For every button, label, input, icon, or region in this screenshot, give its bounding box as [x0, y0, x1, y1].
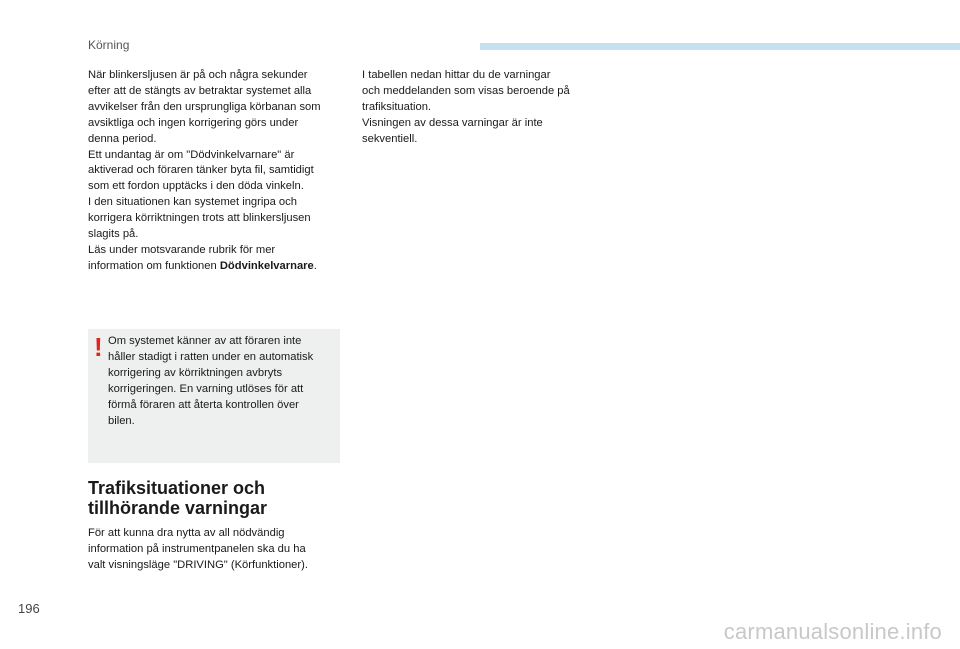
text-line: valt visningsläge "DRIVING" (Körfunktioner).	[88, 558, 308, 571]
text-line: avvikelser från den ursprungliga körbanan som	[88, 100, 321, 113]
text-line: korrigering av körriktningen avbryts	[108, 366, 283, 379]
section-heading	[88, 478, 348, 518]
right-column-paragraph	[362, 68, 612, 148]
text-line: aktiverad och föraren tänker byta fil, samtidigt	[88, 164, 314, 177]
bottom-paragraph	[88, 526, 346, 574]
text-line: denna period.	[88, 132, 157, 145]
text-line: trafiksituation.	[362, 100, 432, 113]
text-line: I den situationen kan systemet ingripa och	[88, 196, 297, 209]
text-line: efter att de stängts av betraktar systemet alla	[88, 84, 312, 97]
text-line: och meddelanden som visas beroende på	[362, 84, 570, 97]
heading-line: tillhörande varningar	[88, 498, 268, 518]
text-line: som ett fordon upptäcks i den döda vinkeln.	[88, 180, 304, 193]
text-line: håller stadigt i ratten under en automatisk	[108, 350, 314, 363]
text-line: När blinkersljusen är på och några sekunder	[88, 69, 308, 81]
watermark: carmanualsonline.info	[723, 619, 942, 644]
exclamation-warning-icon: !	[94, 332, 103, 362]
warning-text	[108, 334, 330, 429]
text-line: förmå föraren att återta kontrollen över	[108, 398, 299, 411]
text-line: Ett undantag är om "Dödvinkelvarnare" är	[88, 148, 295, 161]
text-line: information på instrumentpanelen ska du ha	[88, 542, 306, 555]
feature-name-bold: Dödvinkelvarnare	[219, 259, 314, 272]
text-line: Om systemet känner av att föraren inte	[108, 335, 302, 347]
warning-box	[88, 329, 340, 463]
heading-line: Trafiksituationer och	[88, 478, 266, 498]
page-number: 196	[18, 601, 40, 616]
text-line: I tabellen nedan hittar du de varningar	[362, 69, 551, 81]
text-line: bilen.	[108, 414, 135, 427]
text-line: Läs under motsvarande rubrik för mer	[88, 243, 276, 256]
text-line: Visningen av dessa varningar är inte	[362, 116, 543, 129]
header-accent-bar	[480, 43, 960, 50]
text-fragment: information om funktionen	[88, 259, 220, 272]
text-line: korrigera körriktningen trots att blinkersljusen	[88, 212, 311, 225]
text-fragment: .	[313, 259, 317, 272]
text-line: sekventiell.	[362, 132, 418, 145]
text-line: avsiktliga och ingen korrigering görs under	[88, 116, 299, 129]
text-line-last	[88, 259, 346, 275]
text-line: korrigeringen. En varning utlöses för att	[108, 382, 304, 395]
text-line: slagits på.	[88, 228, 139, 241]
left-column-paragraph	[88, 68, 346, 275]
text-line: För att kunna dra nytta av all nödvändig	[88, 527, 285, 539]
section-header: Körning	[88, 38, 130, 52]
